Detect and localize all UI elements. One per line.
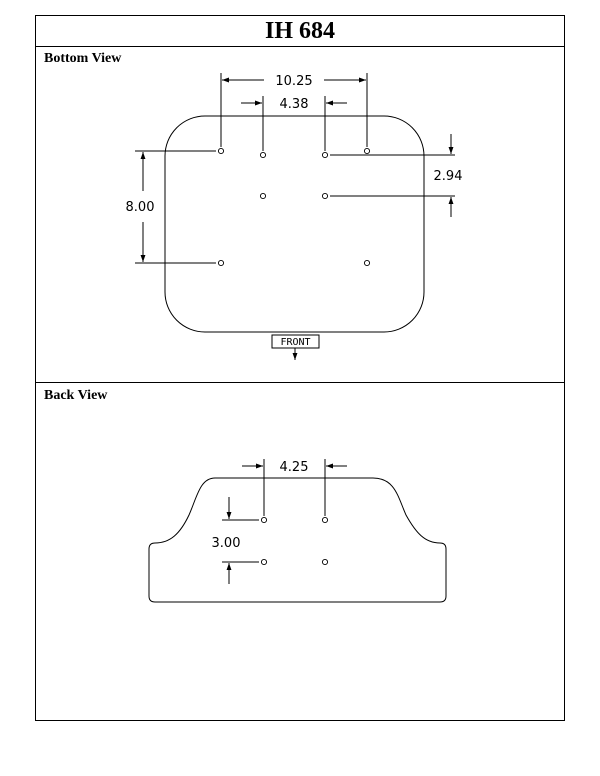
plate-outline-back: [149, 478, 446, 602]
mount-holes-back: [261, 517, 327, 564]
hole: [364, 148, 369, 153]
mount-holes-bottom: [218, 148, 369, 265]
hole: [322, 559, 327, 564]
hole: [260, 152, 265, 157]
hole: [261, 559, 266, 564]
back-view: [149, 459, 446, 602]
plate-outline-bottom: [165, 116, 424, 332]
hole: [322, 193, 327, 198]
page-title: IH 684: [36, 16, 564, 47]
dim-label-back-vertical: 3.00: [211, 536, 241, 551]
hole: [364, 260, 369, 265]
dim-label-outer-spacing: 10.25: [275, 74, 313, 89]
bottom-view: [135, 73, 455, 360]
dim-label-back-spacing: 4.25: [279, 460, 309, 475]
front-label: FRONT: [280, 337, 311, 348]
dim-label-inner-spacing: 4.38: [279, 97, 309, 112]
hole: [261, 517, 266, 522]
back-view-label: Back View: [44, 388, 108, 403]
hole: [218, 260, 223, 265]
hole: [260, 193, 265, 198]
hole: [322, 152, 327, 157]
dim-label-side-vertical: 2.94: [433, 169, 463, 184]
bottom-view-label: Bottom View: [44, 51, 122, 66]
hole: [322, 517, 327, 522]
dim-label-left-vertical: 8.00: [125, 200, 155, 215]
hole: [218, 148, 223, 153]
